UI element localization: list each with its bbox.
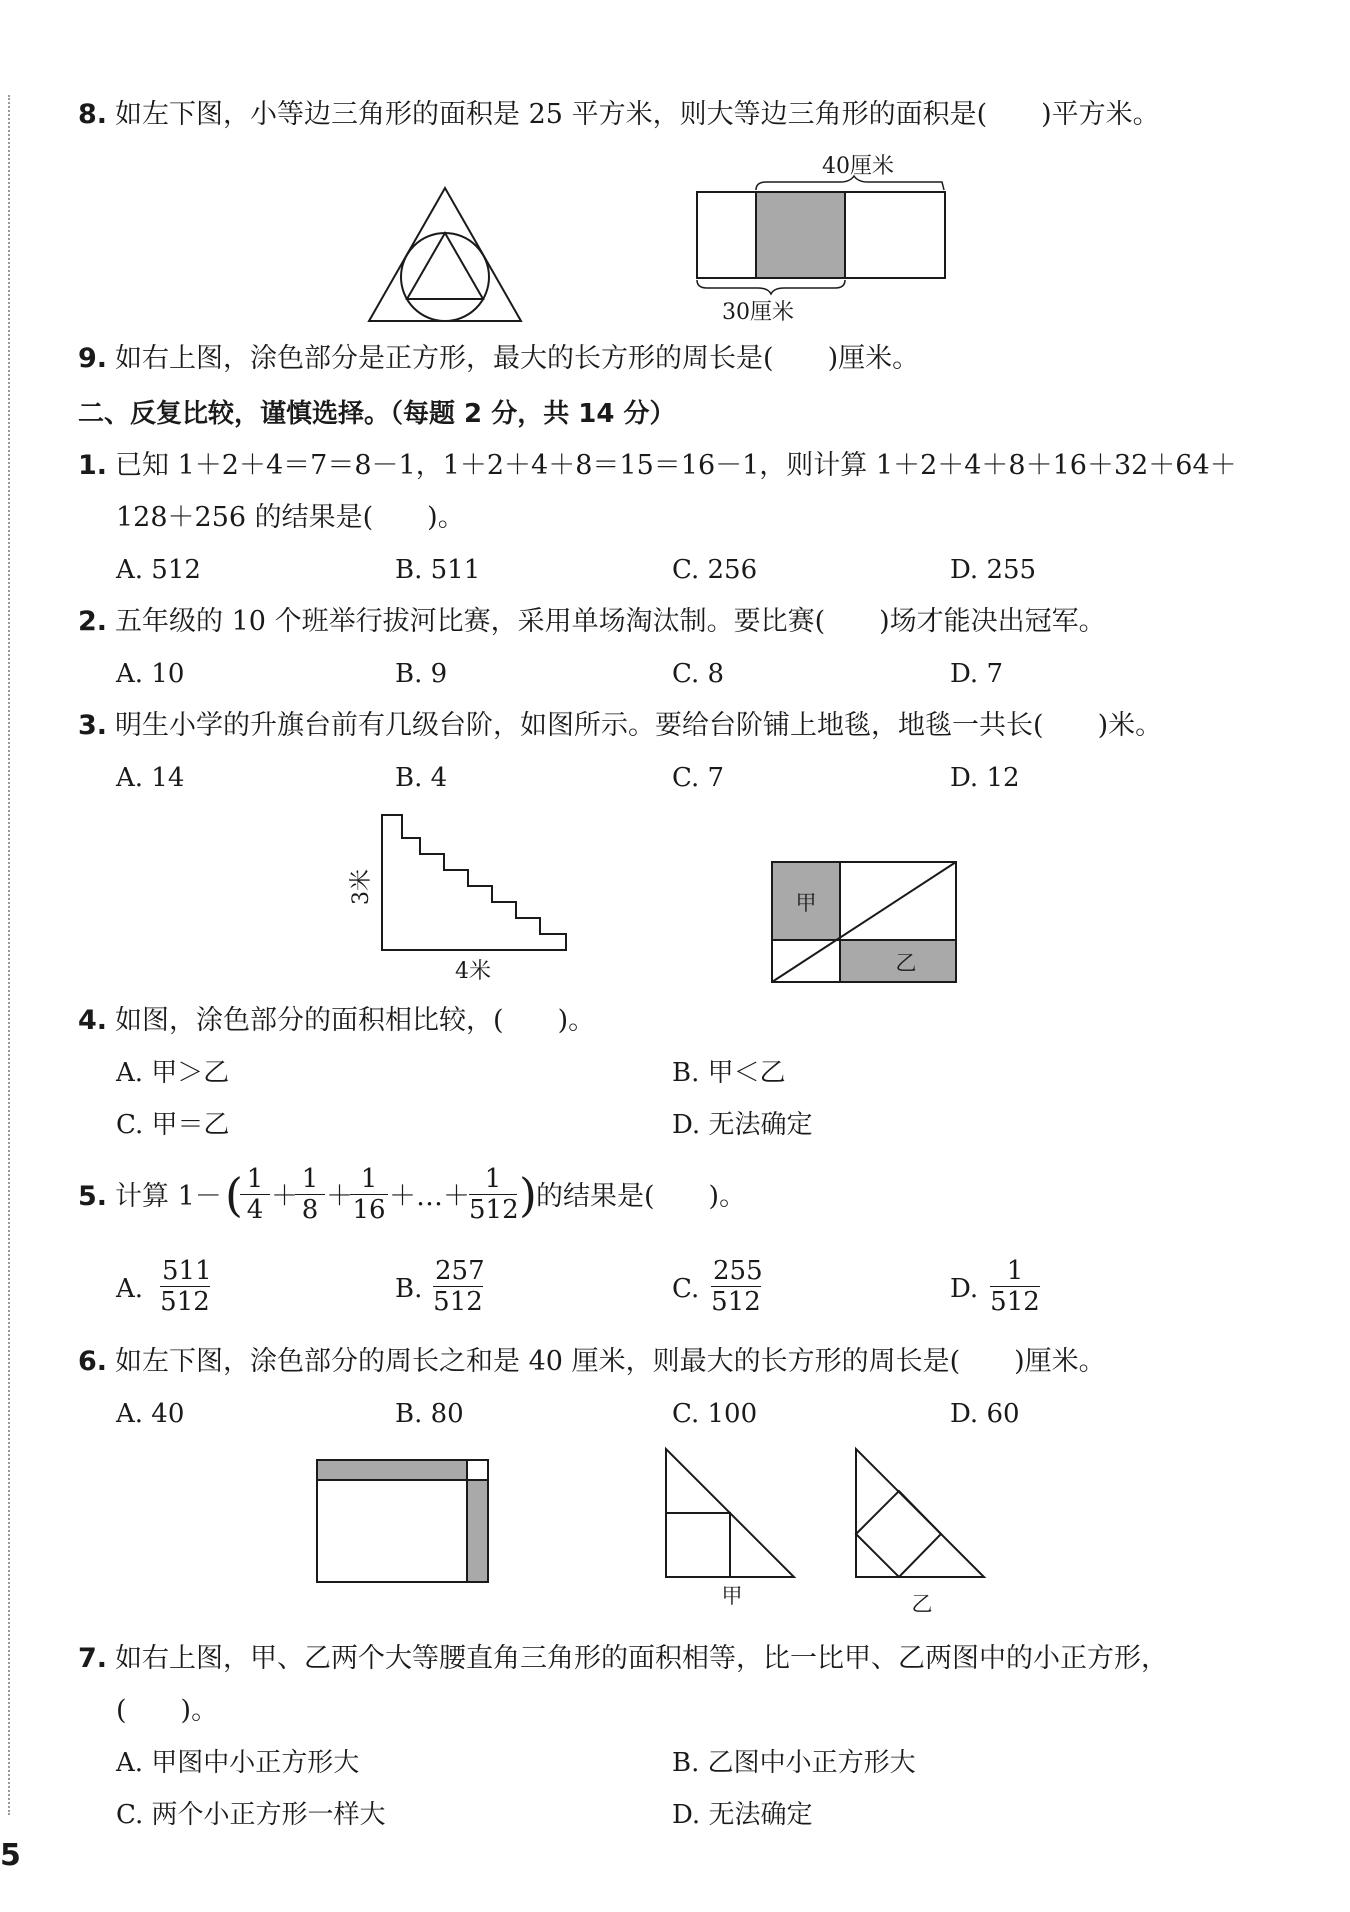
q3-option-d[interactable]: D. 12	[950, 763, 1020, 793]
q7-option-d[interactable]: D. 无法确定	[672, 1800, 813, 1830]
question-7	[78, 1642, 1168, 1676]
inner-square	[666, 1513, 730, 1577]
shaded-top-strip	[317, 1460, 467, 1480]
option-label: C.	[672, 1274, 700, 1304]
q1-option-b[interactable]: B. 511	[395, 555, 481, 585]
triangle-jia-figure	[660, 1445, 800, 1605]
numerator: 1	[295, 1164, 325, 1195]
question-1-line2: 128＋256 的结果是( )。	[116, 502, 465, 533]
option-fraction	[433, 1256, 483, 1317]
denominator: 512	[469, 1195, 519, 1225]
q1-option-c[interactable]: C. 256	[672, 555, 758, 585]
question-6	[78, 1345, 1106, 1379]
triangle-circle-figure	[365, 185, 525, 323]
question-8	[78, 98, 1160, 132]
option-fraction	[160, 1256, 210, 1317]
fraction-1-8	[295, 1164, 325, 1225]
question-text-line1: 如右上图，甲、乙两个大等腰直角三角形的面积相等，比一比甲、乙两图中的小正方形，	[115, 1643, 1169, 1674]
numerator: 255	[713, 1256, 763, 1286]
q2-option-b[interactable]: B. 9	[395, 659, 448, 689]
question-number: 1.	[78, 450, 108, 481]
shaded-square-rect-figure	[690, 148, 955, 328]
question-text: 如左下图，小等边三角形的面积是 25 平方米，则大等边三角形的面积是( )平方米。	[115, 99, 1160, 130]
question-number: 2.	[78, 606, 108, 637]
stairs-height-label: 3米	[349, 869, 374, 905]
question-number: 9.	[78, 343, 108, 374]
triangle-yi-figure	[850, 1445, 995, 1617]
question-2	[78, 605, 1106, 639]
inner-rotated-square	[856, 1491, 941, 1577]
q3-option-b[interactable]: B. 4	[395, 763, 448, 793]
question-text: 如左下图，涂色部分的周长之和是 40 厘米，则最大的长方形的周长是( )厘米。	[115, 1346, 1106, 1377]
q2-option-a[interactable]: A. 10	[116, 659, 185, 689]
label-jia: 甲	[795, 891, 817, 915]
q4-option-a[interactable]: A. 甲＞乙	[116, 1058, 230, 1088]
top-length-label: 40厘米	[822, 154, 894, 179]
label-yi: 乙	[895, 951, 917, 975]
label-jia: 甲	[721, 1584, 743, 1605]
left-paren: (	[225, 1168, 243, 1222]
ellipsis-plus: ＋…＋	[389, 1181, 470, 1212]
denominator: 512	[711, 1287, 761, 1317]
shaded-right-strip	[467, 1480, 488, 1582]
question-text: 明生小学的升旗台前有几级台阶，如图所示。要给台阶铺上地毯，地毯一共长( )米。	[115, 710, 1163, 741]
question-number: 7.	[78, 1643, 108, 1674]
option-label: D.	[950, 1274, 979, 1304]
numerator: 1	[990, 1256, 1040, 1287]
q1-option-d[interactable]: D. 255	[950, 555, 1037, 585]
question-number: 5.	[78, 1181, 108, 1212]
q5-prefix-text: 计算 1－	[115, 1181, 222, 1212]
shaded-square	[756, 192, 845, 278]
fraction-1-16	[350, 1164, 388, 1225]
question-7-line2: ( )。	[116, 1695, 219, 1726]
question-text-line1: 已知 1＋2＋4＝7＝8－1，1＋2＋4＋8＝15＝16－1，则计算 1＋2＋4＋8＋16＋32＋64＋	[115, 450, 1237, 481]
denominator: 4	[246, 1195, 264, 1225]
bottom-length-label: 30厘米	[722, 300, 794, 325]
numerator: 511	[162, 1256, 212, 1286]
q5-suffix-text: 的结果是( )。	[536, 1181, 747, 1212]
q4-option-d[interactable]: D. 无法确定	[672, 1110, 813, 1140]
q2-option-d[interactable]: D. 7	[950, 659, 1003, 689]
q6-option-c[interactable]: C. 100	[672, 1399, 758, 1429]
q7-option-a[interactable]: A. 甲图中小正方形大	[116, 1748, 360, 1778]
q6-option-a[interactable]: A. 40	[116, 1399, 185, 1429]
denominator: 512	[990, 1287, 1040, 1317]
question-1	[78, 449, 1237, 483]
section-2-heading: 二、反复比较，谨慎选择。（每题 2 分，共 14 分）	[78, 399, 676, 429]
q7-option-c[interactable]: C. 两个小正方形一样大	[116, 1800, 386, 1830]
denominator: 512	[433, 1287, 483, 1317]
q4-option-c[interactable]: C. 甲＝乙	[116, 1110, 230, 1140]
label-yi: 乙	[911, 1592, 933, 1616]
question-number: 6.	[78, 1346, 108, 1377]
denominator: 512	[160, 1287, 210, 1317]
jia-yi-shaded-rect-figure	[770, 860, 960, 984]
question-number: 3.	[78, 710, 108, 741]
right-paren: )	[519, 1168, 537, 1222]
question-number: 4.	[78, 1005, 108, 1036]
q6-option-d[interactable]: D. 60	[950, 1399, 1020, 1429]
q3-option-a[interactable]: A. 14	[116, 763, 185, 793]
numerator: 1	[469, 1164, 517, 1195]
binding-margin-line	[8, 95, 10, 1815]
numerator: 1	[240, 1164, 270, 1195]
stairs-outline	[382, 815, 566, 950]
question-number: 8.	[78, 99, 108, 130]
page-number: 5	[0, 1838, 21, 1873]
question-text: 如右上图，涂色部分是正方形，最大的长方形的周长是( )厘米。	[115, 343, 920, 374]
question-text: 五年级的 10 个班举行拔河比赛，采用单场淘汰制。要比赛( )场才能决出冠军。	[115, 606, 1106, 637]
plus-sign: ＋	[271, 1181, 298, 1212]
option-label: B.	[395, 1274, 423, 1304]
question-4	[78, 1004, 595, 1038]
plus-sign: ＋	[326, 1181, 353, 1212]
option-fraction	[990, 1256, 1040, 1317]
stairs-figure	[340, 810, 580, 985]
fraction-1-4	[240, 1164, 270, 1225]
option-label: A.	[116, 1274, 144, 1304]
q7-option-b[interactable]: B. 乙图中小正方形大	[672, 1748, 916, 1778]
inscribed-circle	[401, 233, 489, 321]
numerator: 1	[350, 1164, 388, 1195]
l-shaded-rectangle-figure	[315, 1458, 490, 1584]
numerator: 257	[435, 1256, 485, 1286]
fraction-1-512	[469, 1164, 517, 1225]
denominator: 16	[352, 1195, 386, 1225]
bottom-brace	[697, 280, 845, 294]
q1-option-a[interactable]: A. 512	[116, 555, 201, 585]
question-3	[78, 709, 1162, 743]
q3-option-c[interactable]: C. 7	[672, 763, 725, 793]
question-text: 如图，涂色部分的面积相比较，( )。	[115, 1005, 596, 1036]
stairs-width-label: 4米	[455, 959, 491, 984]
option-fraction	[711, 1256, 761, 1317]
q2-option-c[interactable]: C. 8	[672, 659, 725, 689]
question-9	[78, 342, 919, 376]
q6-option-b[interactable]: B. 80	[395, 1399, 464, 1429]
q4-option-b[interactable]: B. 甲＜乙	[672, 1058, 786, 1088]
question-5-prefix	[78, 1180, 222, 1214]
denominator: 8	[301, 1195, 319, 1225]
large-equilateral-triangle	[369, 188, 521, 321]
